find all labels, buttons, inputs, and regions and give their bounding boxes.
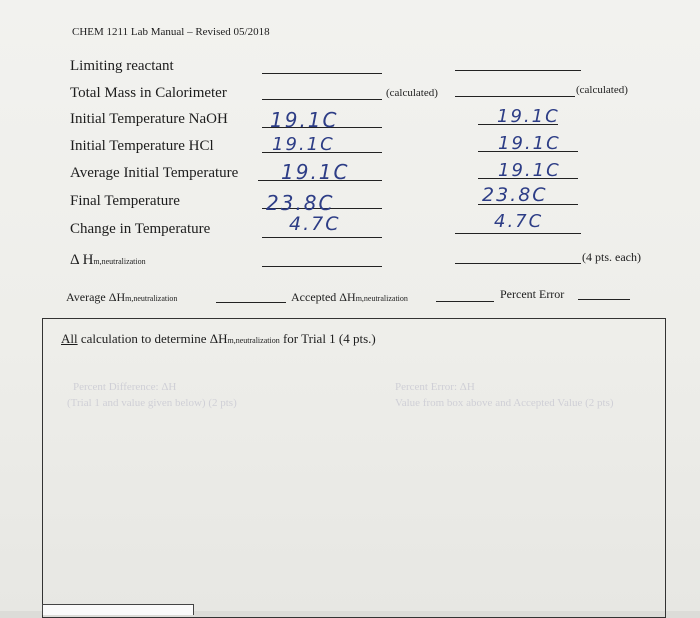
page-header: CHEM 1211 Lab Manual – Revised 05/2018 <box>72 26 270 38</box>
answer-line-trial1[interactable] <box>262 237 382 238</box>
handwritten-value: 19.1C <box>498 133 561 154</box>
bleed-through-text: Percent Difference: ΔH <box>73 381 177 393</box>
answer-line-trial1[interactable] <box>262 99 382 100</box>
calculated-note: (calculated) <box>576 84 628 96</box>
row-label-delta-h-neutralization: Δ Hm,neutralization <box>70 252 146 268</box>
row-label-total-mass: Total Mass in Calorimeter <box>70 85 227 101</box>
row-label-initial-temp-hcl: Initial Temperature HCl <box>70 138 214 154</box>
bleed-through-text: (Trial 1 and value given below) (2 pts) <box>67 397 237 409</box>
answer-line-trial2[interactable] <box>455 233 581 234</box>
bottom-box-edge <box>42 604 194 615</box>
percent-error-label: Percent Error <box>500 287 565 301</box>
calculation-box[interactable] <box>42 318 666 618</box>
answer-line-trial1[interactable] <box>262 73 382 74</box>
row-label-change-in-temp: Change in Temperature <box>70 221 211 237</box>
handwritten-value: 19.1C <box>272 134 335 155</box>
row-label-final-temp: Final Temperature <box>70 193 180 209</box>
row-label-limiting-reactant: Limiting reactant <box>70 58 174 74</box>
handwritten-value: 19.1C <box>281 160 350 184</box>
answer-line-trial2[interactable] <box>455 263 581 264</box>
handwritten-value: 4.7C <box>494 211 544 232</box>
bleed-through-text: Value from box above and Accepted Value (2 pts) <box>395 397 614 409</box>
handwritten-value: 19.1C <box>498 160 561 181</box>
handwritten-value: 19.1C <box>270 108 339 132</box>
accepted-delta-h-label: Accepted ΔHm,neutralization <box>291 290 408 304</box>
answer-line-trial2[interactable] <box>455 70 581 71</box>
accepted-delta-h-line[interactable] <box>436 301 494 302</box>
calculation-box-title: All calculation to determine ΔHm,neutralization for Trial 1 (4 pts.) <box>61 331 376 346</box>
average-delta-h-label: Average ΔHm,neutralization <box>66 290 178 304</box>
handwritten-value: 4.7C <box>289 213 341 235</box>
average-delta-h-line[interactable] <box>216 302 286 303</box>
row-label-average-initial-temp: Average Initial Temperature <box>70 165 239 181</box>
bleed-through-text: Percent Error: ΔH <box>395 381 475 393</box>
row-label-initial-temp-naoh: Initial Temperature NaOH <box>70 111 228 127</box>
percent-error-line[interactable] <box>578 299 630 300</box>
points-note: (4 pts. each) <box>582 250 641 264</box>
handwritten-value: 23.8C <box>482 184 548 206</box>
calculated-note: (calculated) <box>386 87 438 99</box>
handwritten-value: 23.8C <box>266 191 335 215</box>
answer-line-trial2[interactable] <box>455 96 575 97</box>
answer-line-trial1[interactable] <box>262 266 382 267</box>
handwritten-value: 19.1C <box>497 106 560 127</box>
